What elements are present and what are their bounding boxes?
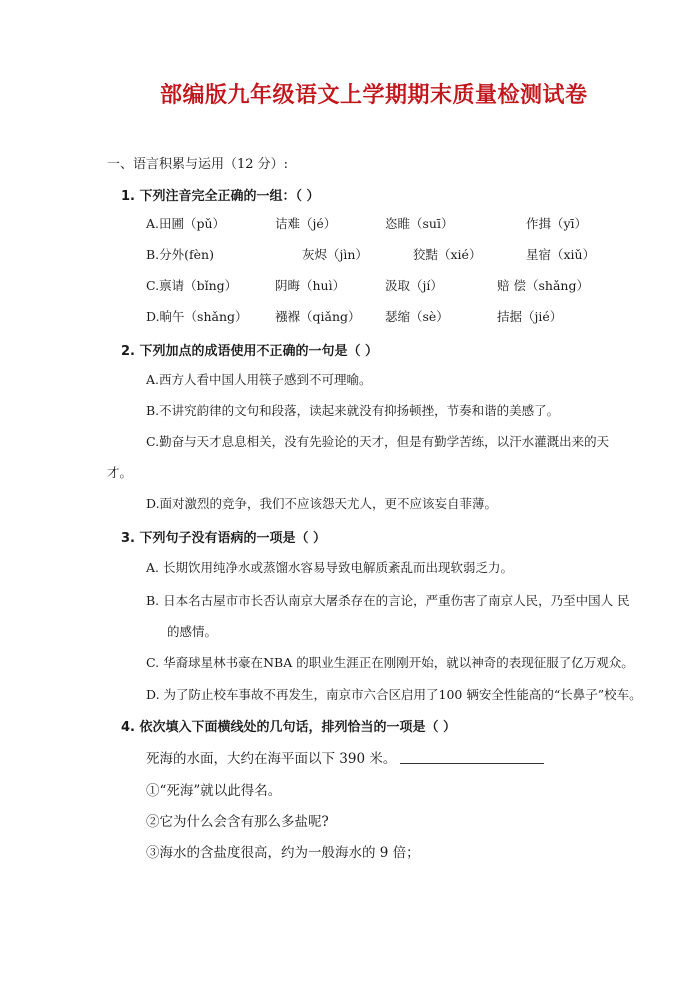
q3-option-c: C. 华裔球星林书豪在NBA 的职业生涯正在刚刚开始，就以神奇的表现征服了亿万观众。 bbox=[146, 655, 634, 670]
question-4-stem: 4. 依次填入下面横线处的几句话，排列恰当的一项是（ ） bbox=[121, 720, 457, 735]
q4-sentence-1: ①“死海”就以此得名。 bbox=[146, 783, 282, 799]
q1-option-a-2: 诘难（jé） bbox=[275, 216, 337, 231]
q1-option-d-2: 襁褓（qiǎng） bbox=[275, 309, 361, 324]
question-1-stem: 1. 下列注音完全正确的一组：（ ） bbox=[121, 189, 320, 204]
section-heading: 一、语言积累与运用（12 分）: bbox=[107, 157, 289, 172]
q2-option-b: B.不讲究韵律的文句和段落，读起来就没有抑扬顿挫，节奏和谐的美感了。 bbox=[146, 403, 560, 418]
q1-option-c-1: C.禀请（bǐng） bbox=[146, 278, 238, 293]
q1-option-c-4: 赔 偿（shǎng） bbox=[497, 278, 589, 293]
q1-option-a-4: 作揖（yī） bbox=[526, 216, 588, 231]
q1-option-d-4: 拮据（jié） bbox=[497, 309, 563, 324]
q1-option-c-3: 汲取（jí） bbox=[385, 278, 443, 293]
q4-sentence-2: ②它为什么会含有那么多盐呢? bbox=[146, 814, 329, 830]
q1-option-b-1: B.分外(fèn) bbox=[146, 247, 214, 262]
q1-option-d-3: 瑟缩（sè） bbox=[385, 309, 449, 324]
question-2-stem: 2. 下列加点的成语使用不正确的一句是（ ） bbox=[121, 344, 379, 359]
answer-blank-line bbox=[400, 763, 544, 764]
question-3-stem: 3. 下列句子没有语病的一项是（ ） bbox=[121, 531, 327, 546]
q1-option-a-1: A.田圃（pǔ） bbox=[146, 216, 226, 231]
q1-option-b-4: 星宿（xiǔ） bbox=[526, 247, 596, 262]
q1-option-b-2: 灰烬（jìn） bbox=[302, 247, 368, 262]
q4-intro: 死海的水面，大约在海平面以下 390 米。 bbox=[146, 751, 397, 767]
q3-option-a: A. 长期饮用纯净水或蒸馏水容易导致电解质紊乱而出现软弱乏力。 bbox=[146, 560, 513, 575]
q1-option-a-3: 恣睢（suī） bbox=[385, 216, 454, 231]
q3-option-b: B. 日本名古屋市市长否认南京大屠杀存在的言论，严重伤害了南京人民，乃至中国人 民 bbox=[146, 593, 630, 608]
q2-option-d: D.面对激烈的竞争，我们不应该怨天尤人，更不应该妄自菲薄。 bbox=[146, 496, 498, 511]
q4-sentence-3: ③海水的含盐度很高，约为一般海水的 9 倍； bbox=[146, 845, 420, 861]
q1-option-b-3: 狡黠（xié） bbox=[413, 247, 482, 262]
q1-option-d-1: D.晌午（shǎng） bbox=[146, 309, 248, 324]
q3-option-b-continued: 的感情。 bbox=[167, 624, 218, 639]
document-title: 部编版九年级语文上学期期末质量检测试卷 bbox=[160, 83, 588, 108]
q2-option-a: A.西方人看中国人用筷子感到不可理喻。 bbox=[146, 372, 372, 387]
q1-option-c-2: 阴晦（huì） bbox=[275, 278, 346, 293]
q2-option-c: C.勤奋与天才息息相关，没有先验论的天才，但是有勤学苦练，以汗水灌溉出来的天 bbox=[146, 434, 610, 449]
q2-option-c-continued: 才。 bbox=[107, 465, 133, 480]
q3-option-d: D. 为了防止校车事故不再发生，南京市六合区启用了100 辆安全性能高的“长鼻子”校车。 bbox=[146, 687, 642, 702]
